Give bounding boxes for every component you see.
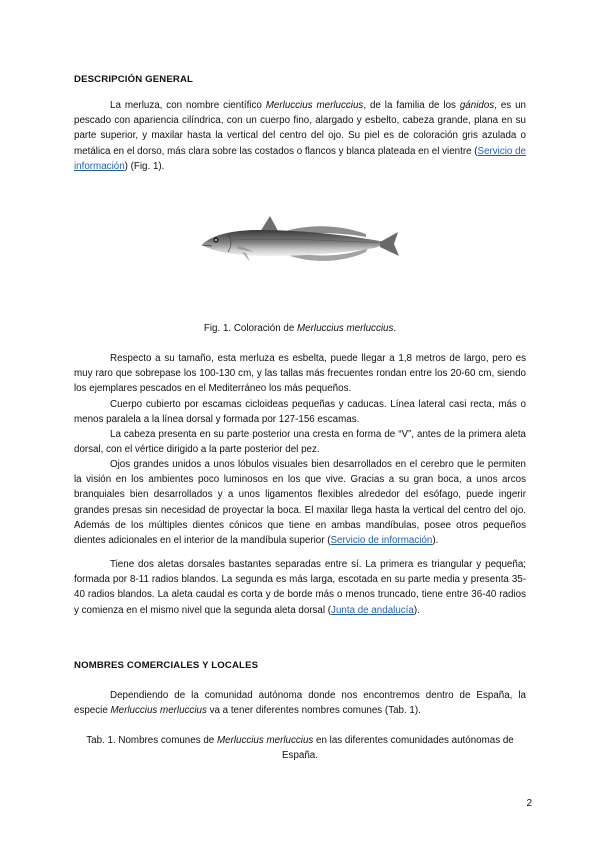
page-number: 2 — [526, 798, 532, 809]
paragraph-scales: Cuerpo cubierto por escamas cicloideas pequeñas y caducas. Línea lateral casi recta, más o menos paralela a la línea dorsal y formada por 127-156 escamas. — [74, 399, 526, 426]
paragraph-eyes-mouth: Ojos grandes unidos a unos lóbulos visuales bien desarrollados en el cerebro que le permiten la visión en los ambientes poco luminosos en los que vive. Gracias a su gran boca, a unos arcos branquiales bien desarrollados y a unos ligamentos flexibles alrededor del esófago, puede ingerir grandes presas sin necesidad de proyectar la boca. El maxilar llega hasta la vertical del centro del ojo. Además de los múltiples dientes cónicos que tiene en ambas mandíbulas, posee otros pequeños dientes adicionales en el interior de la mandíbula superior (Servicio de información). — [74, 459, 526, 547]
link-junta-andalucia[interactable]: Junta de andalucía — [331, 604, 414, 616]
link-servicio-informacion-1[interactable]: Servicio de información — [74, 145, 526, 172]
hake-fish-figure — [198, 212, 402, 282]
paragraph-fins: Tiene dos aletas dorsales bastantes separadas entre sí. La primera es triangular y pequeña; formada por 8-11 radios blandos. La segunda es más larga, escotada en su parte media y presenta 35-40 radios blandos. La aleta caudal es corta y de borde más o menos truncado, tiene entre 36-40 radios y comienza en el mismo nivel que la segunda aleta dorsal (Junta de andalucía). — [74, 559, 526, 616]
paragraph-intro: La merluza, con nombre científico Merluccius merluccius, de la familia de los gánidos, es un pescado con apariencia cilíndrica, con un cuerpo fino, alargado y esbelto, cabeza grande, plana en su parte superior, y maxilar hasta la vertical del centro del ojo. Su piel es de coloración gris azulada o metálica en el dorso, más clara sobre las costados o flancos y blanca plateada en el vientre (Servicio de información) (Fig. 1). — [74, 100, 527, 172]
section-heading-descripcion: DESCRIPCIÓN GENERAL — [74, 74, 194, 85]
link-servicio-informacion-2[interactable]: Servicio de información — [330, 535, 433, 547]
table-caption: Tab. 1. Nombres comunes de Merluccius merluccius en las diferentes comunidades autónomas de España. — [86, 735, 514, 761]
paragraph-head: La cabeza presenta en su parte posterior una cresta en forma de “V”, antes de la primera aleta dorsal, con el vértice dirigido a la parte posterior del pez. — [74, 429, 526, 456]
section-heading-nombres: NOMBRES COMERCIALES Y LOCALES — [74, 660, 259, 671]
figure-caption: Fig. 1. Coloración de Merluccius merluccius. — [203, 323, 397, 334]
paragraph-common-names: Dependiendo de la comunidad autónoma donde nos encontremos dentro de España, la especie Merluccius merluccius va a tener diferentes nombres comunes (Tab. 1). — [74, 690, 526, 717]
paragraph-size: Respecto a su tamaño, esta merluza es esbelta, puede llegar a 1,8 metros de largo, pero es muy raro que sobrepase los 100-130 cm, y las tallas más frecuentes rondan entre los 20-60 cm, siendo los ejemplares pescados en el Mediterráneo los más pequeños. — [74, 353, 526, 395]
